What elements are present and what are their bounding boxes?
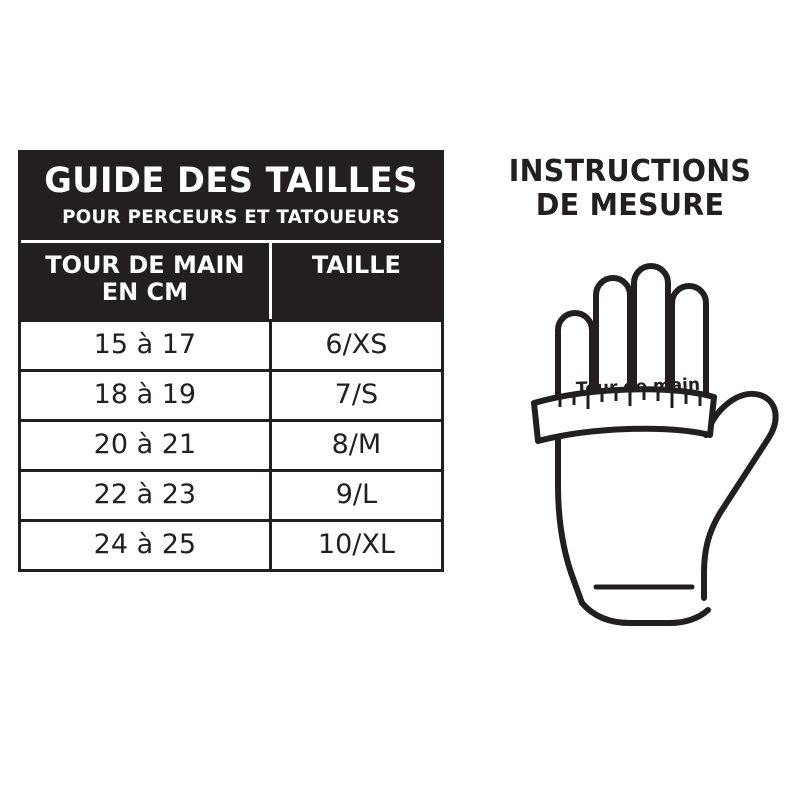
cell-size: 10/XL (269, 522, 441, 569)
size-table (18, 150, 444, 572)
cell-size: 7/S (269, 372, 441, 419)
cell-size: 6/XS (269, 322, 441, 369)
table-head-row (21, 240, 441, 319)
table-row (21, 519, 441, 569)
instructions-title-line1: INSTRUCTIONS (508, 154, 752, 189)
hand-with-measuring-tape-icon (500, 235, 790, 635)
cell-measure: 20 à 21 (93, 428, 197, 460)
hand-measure-diagram (500, 235, 790, 635)
cell-measure: 24 à 25 (93, 528, 197, 560)
cell-size: 9/L (269, 472, 441, 519)
cell-measure: 22 à 23 (93, 478, 197, 510)
instructions-title-line2: DE MESURE (535, 187, 725, 223)
column-header-measure (21, 243, 269, 319)
table-row (21, 469, 441, 519)
table-row (21, 319, 441, 369)
cell-measure: 18 à 19 (93, 378, 197, 410)
table-row (21, 419, 441, 469)
column-header-measure-line2: EN CM (101, 278, 189, 307)
column-header-size: TAILLE (269, 243, 441, 319)
cell-size: 8/M (269, 422, 441, 469)
page-subtitle: POUR PERCEURS ET TATOUEURS (62, 205, 400, 228)
column-header-measure-line1: TOUR DE MAIN (45, 250, 245, 279)
band-label: Tour de main (575, 374, 701, 400)
table-header-block (21, 153, 441, 240)
cell-measure: 15 à 17 (93, 328, 197, 360)
page-title: GUIDE DES TAILLES (44, 161, 418, 201)
instructions-title-block (470, 155, 790, 222)
table-row (21, 369, 441, 419)
